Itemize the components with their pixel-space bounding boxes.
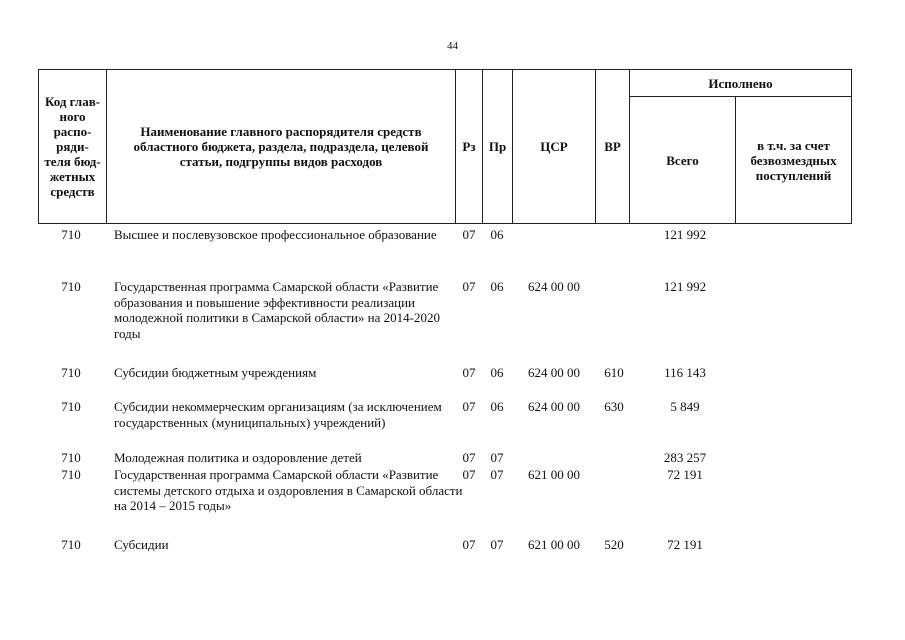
row-total: 121 992 — [663, 279, 707, 294]
header-vr: ВР — [595, 69, 630, 224]
header-executed: Исполнено — [629, 69, 852, 97]
row-pr: 06 — [490, 279, 504, 294]
row-csr: 624 00 00 — [528, 399, 580, 414]
row-code: 710 — [61, 365, 81, 380]
header-incl: в т.ч. за счет безвозмездных поступлений — [735, 96, 852, 224]
row-code: 710 — [61, 399, 81, 414]
page-number: 44 — [447, 40, 458, 52]
row-name: Высшее и послевузовское профессиональное образование — [114, 227, 437, 242]
row-name: Субсидии — [114, 537, 169, 552]
row-rz: 07 — [462, 279, 476, 294]
row-rz: 07 — [462, 467, 476, 482]
row-pr: 07 — [490, 537, 504, 552]
header-name: Наименование главного распорядителя средств областного бюджета, раздела, подраздела, целевой статьи, подгруппы видов расходов — [106, 69, 456, 224]
row-vr: 630 — [604, 399, 624, 414]
row-name: Субсидии некоммерческим организациям (за исключением государственных (муниципальных) учреждений) — [114, 399, 442, 430]
row-code: 710 — [61, 537, 81, 552]
header-total: Всего — [629, 96, 736, 224]
row-total: 121 992 — [663, 227, 707, 242]
row-rz: 07 — [462, 365, 476, 380]
row-pr: 07 — [490, 450, 504, 465]
row-vr: 520 — [604, 537, 624, 552]
row-rz: 07 — [462, 537, 476, 552]
row-total: 116 143 — [664, 365, 706, 380]
row-name: Субсидии бюджетным учреждениям — [114, 365, 317, 380]
row-csr: 624 00 00 — [528, 279, 580, 294]
row-total: 72 191 — [667, 467, 703, 482]
header-rz: Рз — [455, 69, 483, 224]
row-total: 72 191 — [667, 537, 703, 552]
row-code: 710 — [61, 227, 81, 242]
row-vr: 610 — [604, 365, 624, 380]
header-code: Код глав-ного распо-ряди-теля бюд-жетных средств — [38, 69, 107, 224]
row-csr: 621 00 00 — [528, 467, 580, 482]
header-csr: ЦСР — [512, 69, 596, 224]
row-code: 710 — [61, 450, 81, 465]
row-rz: 07 — [462, 450, 476, 465]
row-pr: 06 — [490, 399, 504, 414]
row-total: 5 849 — [670, 399, 700, 414]
row-pr: 06 — [490, 365, 504, 380]
row-csr: 621 00 00 — [528, 537, 580, 552]
row-name: Молодежная политика и оздоровление детей — [114, 450, 362, 465]
row-rz: 07 — [462, 227, 476, 242]
row-pr: 06 — [490, 227, 504, 242]
row-name: Государственная программа Самарской области «Развитие системы детского отдыха и оздоровления в Самарской области на 2014 – 2015 годы» — [114, 467, 463, 513]
header-pr: Пр — [482, 69, 513, 224]
row-code: 710 — [61, 279, 81, 294]
row-csr: 624 00 00 — [528, 365, 580, 380]
row-name: Государственная программа Самарской области «Развитие образования и повышение эффективности реализации молодежной политики в Самарской области» на 2014-2020 годы — [114, 279, 440, 341]
row-code: 710 — [61, 467, 81, 482]
row-rz: 07 — [462, 399, 476, 414]
row-pr: 07 — [490, 467, 504, 482]
row-total: 283 257 — [663, 450, 707, 465]
